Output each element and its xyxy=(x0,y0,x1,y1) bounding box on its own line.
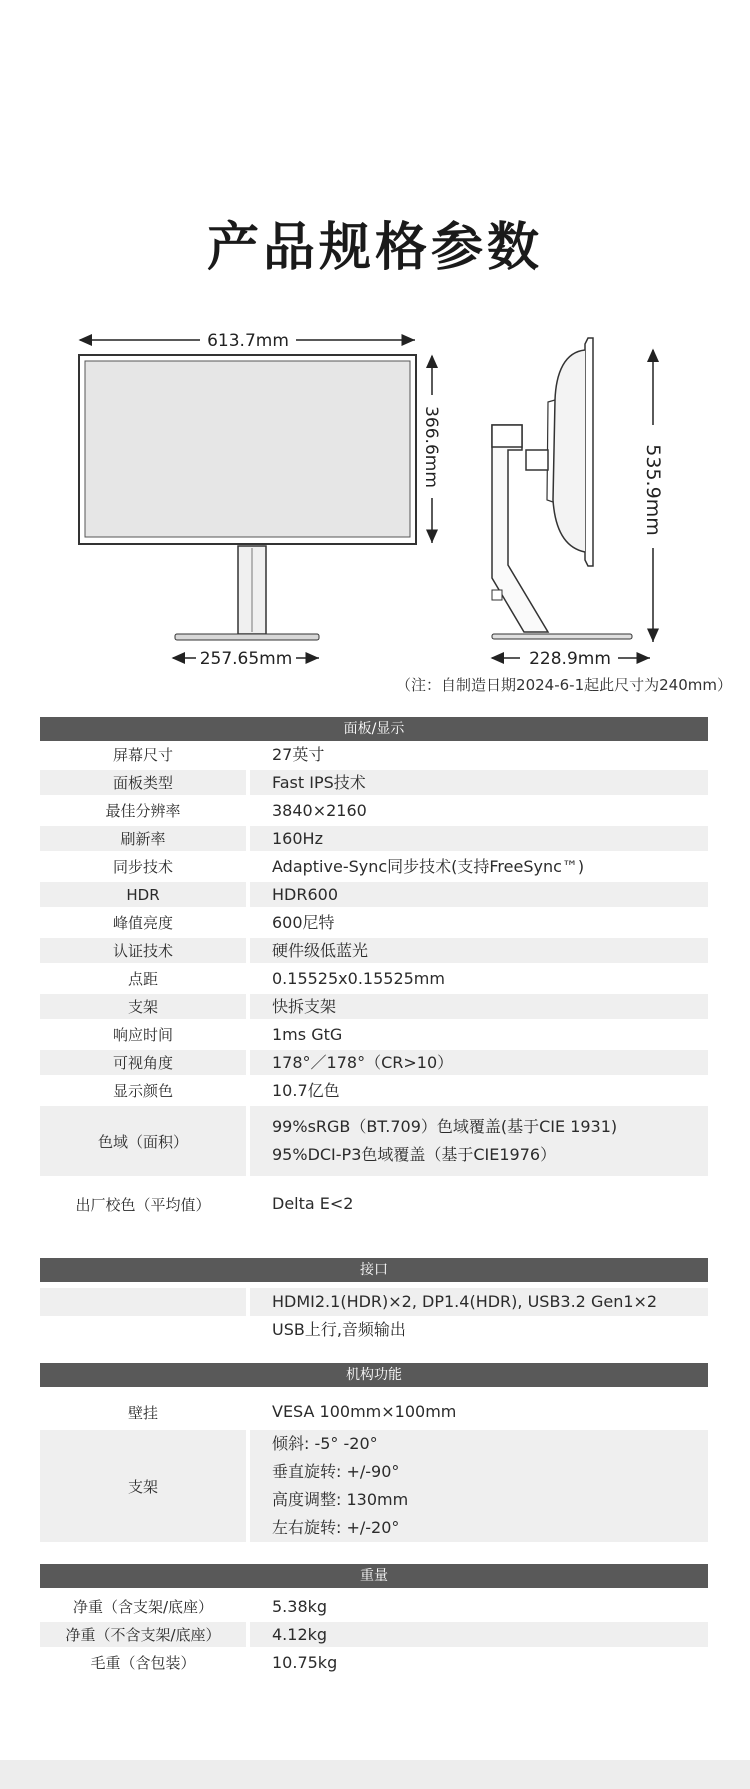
spec-row xyxy=(40,1398,708,1426)
spec-value xyxy=(250,1078,708,1103)
side-height-label: 535.9mm xyxy=(642,444,664,536)
spec-value-line: 4.12kg xyxy=(272,1624,328,1644)
spec-value-line: 99%sRGB（BT.709）色域覆盖(基于CIE 1931) xyxy=(272,1117,618,1136)
spec-row xyxy=(40,1650,708,1675)
section-header-mechanical: 机构功能 xyxy=(40,1363,708,1387)
spec-value xyxy=(250,1594,708,1619)
spec-label: 壁挂 xyxy=(127,1403,158,1422)
spec-row xyxy=(40,1188,708,1220)
spec-value xyxy=(250,1650,708,1675)
spec-value-line: 左右旋转: +/-20° xyxy=(272,1518,400,1537)
panel-height-dimension xyxy=(421,356,441,543)
spec-value xyxy=(250,1188,708,1220)
spec-row xyxy=(40,994,708,1019)
spec-value xyxy=(250,1106,708,1176)
section-header-panel: 面板/显示 xyxy=(40,717,708,741)
spec-row xyxy=(40,910,708,935)
spec-value-line: Fast IPS技术 xyxy=(272,772,366,792)
spec-row xyxy=(40,1078,708,1103)
spec-label: 刷新率 xyxy=(40,826,246,851)
spec-value xyxy=(250,1288,708,1316)
section-header-ports: 接口 xyxy=(40,1258,708,1282)
base-width-label: 257.65mm xyxy=(199,649,293,669)
spec-label: 毛重（含包装） xyxy=(90,1654,196,1672)
spec-row xyxy=(40,938,708,963)
spec-row xyxy=(40,1594,708,1619)
spec-label: 响应时间 xyxy=(112,1026,173,1044)
section-header-weight: 重量 xyxy=(40,1564,708,1588)
spec-value-line: 10.7亿色 xyxy=(272,1080,340,1100)
spec-value xyxy=(250,1430,708,1542)
spec-value-line: 高度调整: 130mm xyxy=(272,1490,409,1509)
spec-value xyxy=(250,798,708,823)
dimension-drawings xyxy=(0,0,750,700)
spec-value-line: 95%DCI-P3色域覆盖（基于CIE1976） xyxy=(272,1145,557,1164)
spec-value xyxy=(250,966,708,991)
spec-value-line: 垂直旋转: +/-90° xyxy=(272,1462,400,1481)
spec-label: 支架 xyxy=(40,994,246,1019)
spec-row xyxy=(40,854,708,879)
spec-row xyxy=(40,798,708,823)
spec-row xyxy=(40,882,708,907)
front-width-label: 613.7mm xyxy=(207,331,289,351)
spec-value-line: 178°／178°（CR>10） xyxy=(272,1052,454,1072)
spec-value xyxy=(250,742,708,767)
spec-label: 出厂校色（平均值） xyxy=(75,1195,211,1214)
spec-value xyxy=(250,938,708,963)
spec-value-line: 5.38kg xyxy=(272,1596,328,1616)
spec-value xyxy=(250,1398,708,1426)
side-depth-dimension xyxy=(492,649,650,669)
spec-label: 点距 xyxy=(127,970,158,988)
side-depth-label: 228.9mm xyxy=(529,649,611,669)
spec-value-line: 倾斜: -5° -20° xyxy=(272,1434,378,1453)
spec-value xyxy=(250,1050,708,1075)
base-width-dimension xyxy=(173,649,319,669)
spec-label: 同步技术 xyxy=(112,858,173,876)
spec-value-line: 0.15525x0.15525mm xyxy=(272,968,445,988)
spec-label xyxy=(40,1316,246,1344)
spec-value-line: 600尼特 xyxy=(272,912,335,932)
footer-band xyxy=(0,1760,750,1789)
spec-label: HDR xyxy=(40,882,246,907)
spec-label: 净重（含支架/底座） xyxy=(72,1598,214,1616)
front-view-drawing xyxy=(79,355,416,640)
spec-value xyxy=(250,994,708,1019)
spec-label: 峰值亮度 xyxy=(112,914,173,932)
spec-row xyxy=(40,1106,708,1176)
spec-value-line: 1ms GtG xyxy=(272,1024,343,1044)
spec-value-line: 160Hz xyxy=(272,828,323,848)
spec-row xyxy=(40,770,708,795)
spec-value xyxy=(250,910,708,935)
spec-label: 最佳分辨率 xyxy=(105,802,181,820)
spec-value-line: 快拆支架 xyxy=(272,996,337,1016)
spec-row xyxy=(40,1050,708,1075)
spec-value-line: Adaptive-Sync同步技术(支持FreeSync™) xyxy=(272,856,585,876)
spec-label: 色域（面积） xyxy=(40,1106,246,1176)
spec-value-line: USB上行,音频输出 xyxy=(272,1320,406,1339)
spec-value xyxy=(250,770,708,795)
side-view-drawing xyxy=(492,338,632,639)
spec-row xyxy=(40,742,708,767)
spec-value xyxy=(250,826,708,851)
spec-label xyxy=(40,1288,246,1316)
spec-label: 支架 xyxy=(40,1430,246,1542)
spec-row xyxy=(40,1316,708,1344)
page-title: 产品规格参数 xyxy=(206,218,543,278)
spec-value-line: Delta E<2 xyxy=(272,1194,354,1213)
side-height-dimension xyxy=(642,350,664,642)
spec-label: 显示颜色 xyxy=(112,1082,173,1100)
spec-label: 屏幕尺寸 xyxy=(112,746,173,764)
spec-label: 净重（不含支架/底座） xyxy=(40,1622,246,1647)
spec-row xyxy=(40,826,708,851)
spec-label: 可视角度 xyxy=(40,1050,246,1075)
spec-row xyxy=(40,1288,708,1316)
spec-row xyxy=(40,1430,708,1542)
spec-value xyxy=(250,1622,708,1647)
dimension-note: （注：自制造日期2024-6-1起此尺寸为240mm） xyxy=(396,676,732,694)
spec-value-line: HDMI2.1(HDR)×2, DP1.4(HDR), USB3.2 Gen1×2 xyxy=(272,1292,658,1311)
spec-value xyxy=(250,882,708,907)
spec-row xyxy=(40,966,708,991)
spec-value-line: VESA 100mm×100mm xyxy=(272,1402,457,1421)
spec-row xyxy=(40,1622,708,1647)
spec-value xyxy=(250,1022,708,1047)
panel-height-label: 366.6mm xyxy=(421,406,441,488)
spec-label: 面板类型 xyxy=(40,770,246,795)
spec-value-line: 27英寸 xyxy=(272,744,325,764)
spec-label: 认证技术 xyxy=(40,938,246,963)
spec-value-line: HDR600 xyxy=(272,884,339,904)
spec-value-line: 硬件级低蓝光 xyxy=(272,940,369,960)
spec-value xyxy=(250,1316,708,1344)
spec-value-line: 10.75kg xyxy=(272,1652,338,1672)
front-width-dimension xyxy=(80,331,415,351)
spec-value xyxy=(250,854,708,879)
spec-row xyxy=(40,1022,708,1047)
spec-value-line: 3840×2160 xyxy=(272,800,367,820)
